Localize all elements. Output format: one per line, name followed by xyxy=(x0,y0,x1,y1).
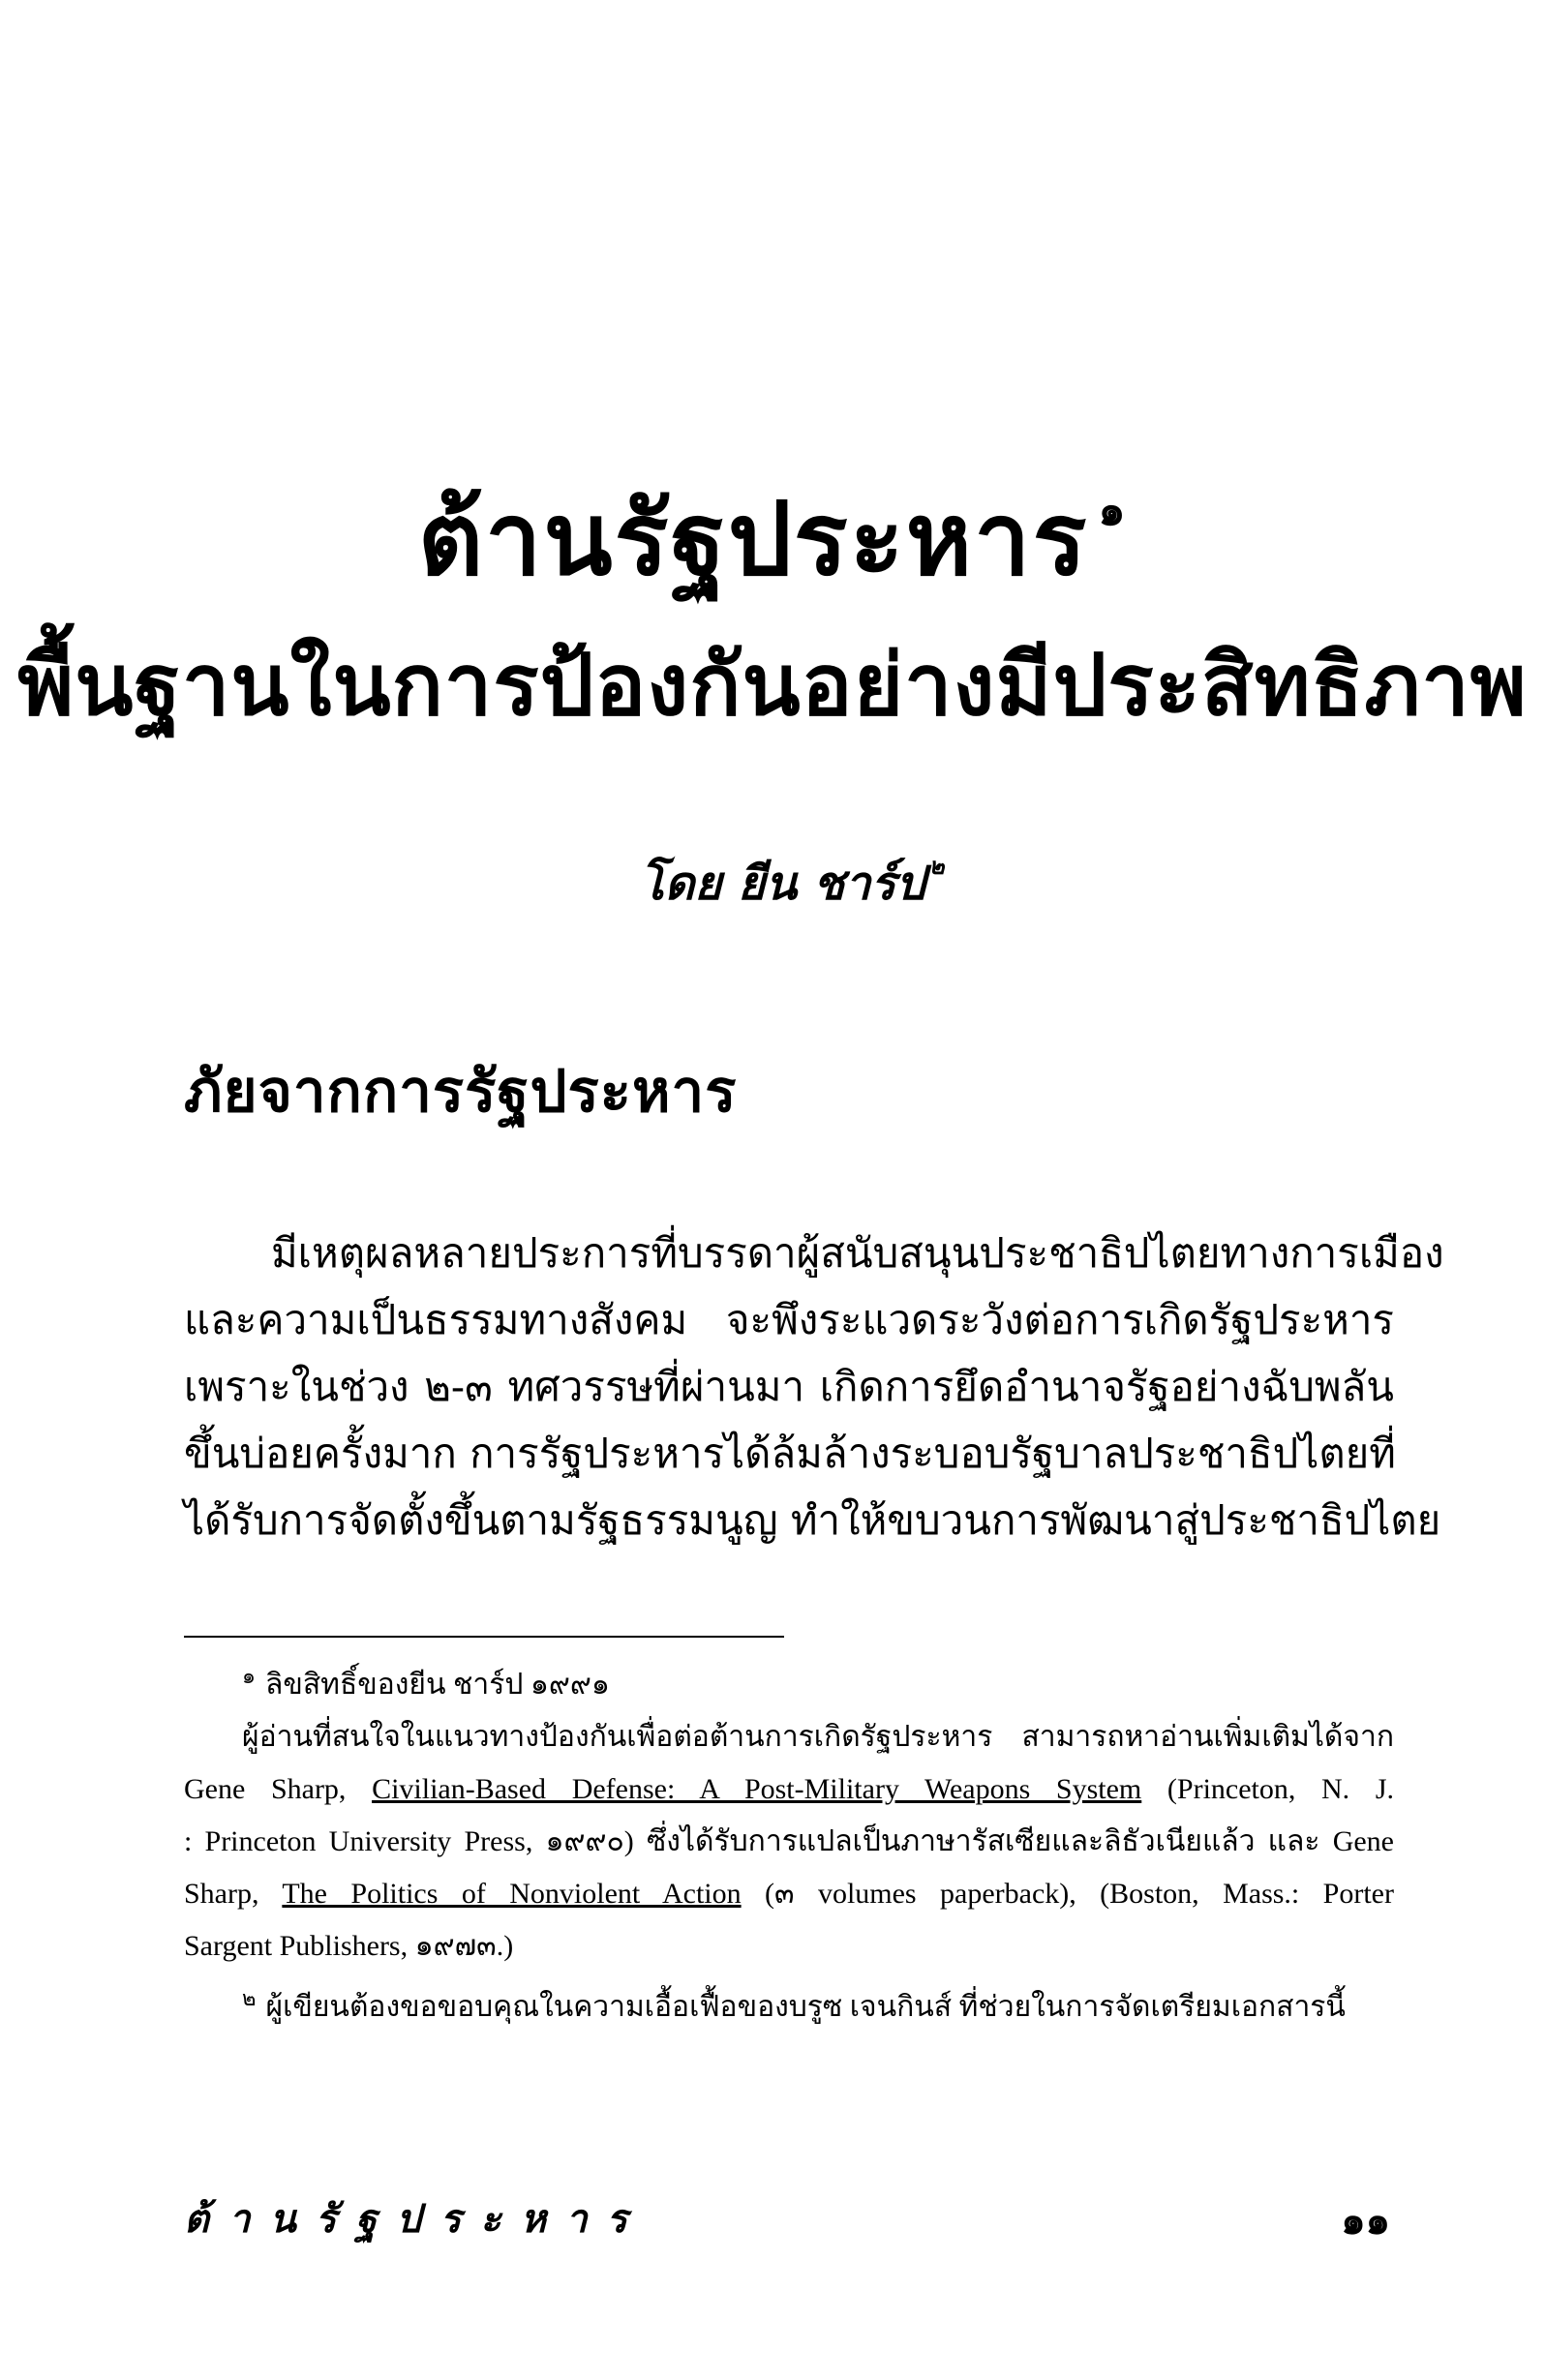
body-line: มีเหตุผลหลายประการที่บรรดาผู้สนับสนุนประชาธิปไตยทางการเมือง xyxy=(271,1229,1444,1277)
page-title-text: ต้านรัฐประหาร xyxy=(417,480,1089,598)
citation-title-politics-of-nonviolent-action: The Politics of Nonviolent Action xyxy=(282,1878,742,1910)
author-byline-text: โดย ยีน ชาร์ป xyxy=(639,857,925,911)
title-footnote-marker[interactable]: ๑ xyxy=(1098,486,1128,535)
body-line: และความเป็นธรรมทางสังคม จะพึงระแวดระวังต่อการเกิดรัฐประหาร xyxy=(184,1296,1394,1343)
body-line: ได้รับการจัดตั้งขึ้นตามรัฐธรรมนูญ ทำให้ขบวนการพัฒนาสู่ประชาธิปไตย xyxy=(184,1496,1441,1544)
section-heading: ภัยจากการรัฐประหาร xyxy=(184,1058,738,1126)
footnote-1-line: ผู้อ่านที่สนใจในแนวทางป้องกันเพื่อต่อต้านการเกิดรัฐประหาร สามารถหาอ่านเพิ่มเติมได้จาก xyxy=(242,1721,1394,1753)
running-footer-title: ต้านรัฐประหาร xyxy=(184,2196,648,2242)
body-line: เพราะในช่วง ๒-๓ ทศวรรษที่ผ่านมา เกิดการยึดอำนาจรัฐอย่างฉับพลัน xyxy=(184,1363,1394,1410)
byline-footnote-marker[interactable]: ๒ xyxy=(928,852,945,880)
footnote-2-text: ผู้เขียนต้องขอขอบคุณในความเอื้อเฟื้อของบรูซ เจนกินส์ ที่ช่วยในการจัดเตรียมเอกสารนี้ xyxy=(265,1991,1346,2023)
citation-title-civilian-based-defense: Civilian-Based Defense: A Post-Military Weapons System xyxy=(372,1773,1142,1805)
footnote-2-marker: ๒ xyxy=(242,1986,257,2010)
page-number: ๑๑ xyxy=(1341,2198,1390,2244)
footnote-1-line xyxy=(184,1763,1394,1816)
footnotes xyxy=(184,1650,1394,2034)
footnote-1-line xyxy=(184,1868,1394,1920)
footnote-divider xyxy=(184,1636,784,1638)
page-title xyxy=(0,480,1545,598)
author-byline xyxy=(0,847,1545,920)
citation-publisher: (๓ volumes paperback), (Boston, Mass.: Porter xyxy=(741,1878,1394,1910)
body-line: ขึ้นบ่อยครั้งมาก การรัฐประหารได้ล้มล้างระบอบรัฐบาลประชาธิปไตยที่ xyxy=(184,1430,1396,1477)
footnote-1-marker: ๑ xyxy=(242,1664,256,1688)
footnote-1-line: : Princeton University Press, ๑๙๙๐) ซึ่งได้รับการแปลเป็นภาษารัสเซียและลิธัวเนียแล้ว และ Gene xyxy=(184,1825,1394,1857)
footnote-2 xyxy=(184,1973,1394,2034)
page-subtitle: พื้นฐานในการป้องกันอย่างมีประสิทธิภาพ xyxy=(17,635,1528,735)
citation-author: Gene Sharp, xyxy=(184,1773,373,1805)
footnote-1-line: Sargent Publishers, ๑๙๗๓.) xyxy=(184,1930,514,1962)
body-paragraph xyxy=(184,1220,1444,1553)
footnote-1 xyxy=(184,1650,1394,1711)
citation-publisher: (Princeton, N. J. xyxy=(1141,1773,1394,1805)
footnote-1-text: ลิขสิทธิ์ของยีน ชาร์ป ๑๙๙๑ xyxy=(264,1669,610,1701)
citation-author: Sharp, xyxy=(184,1878,283,1910)
